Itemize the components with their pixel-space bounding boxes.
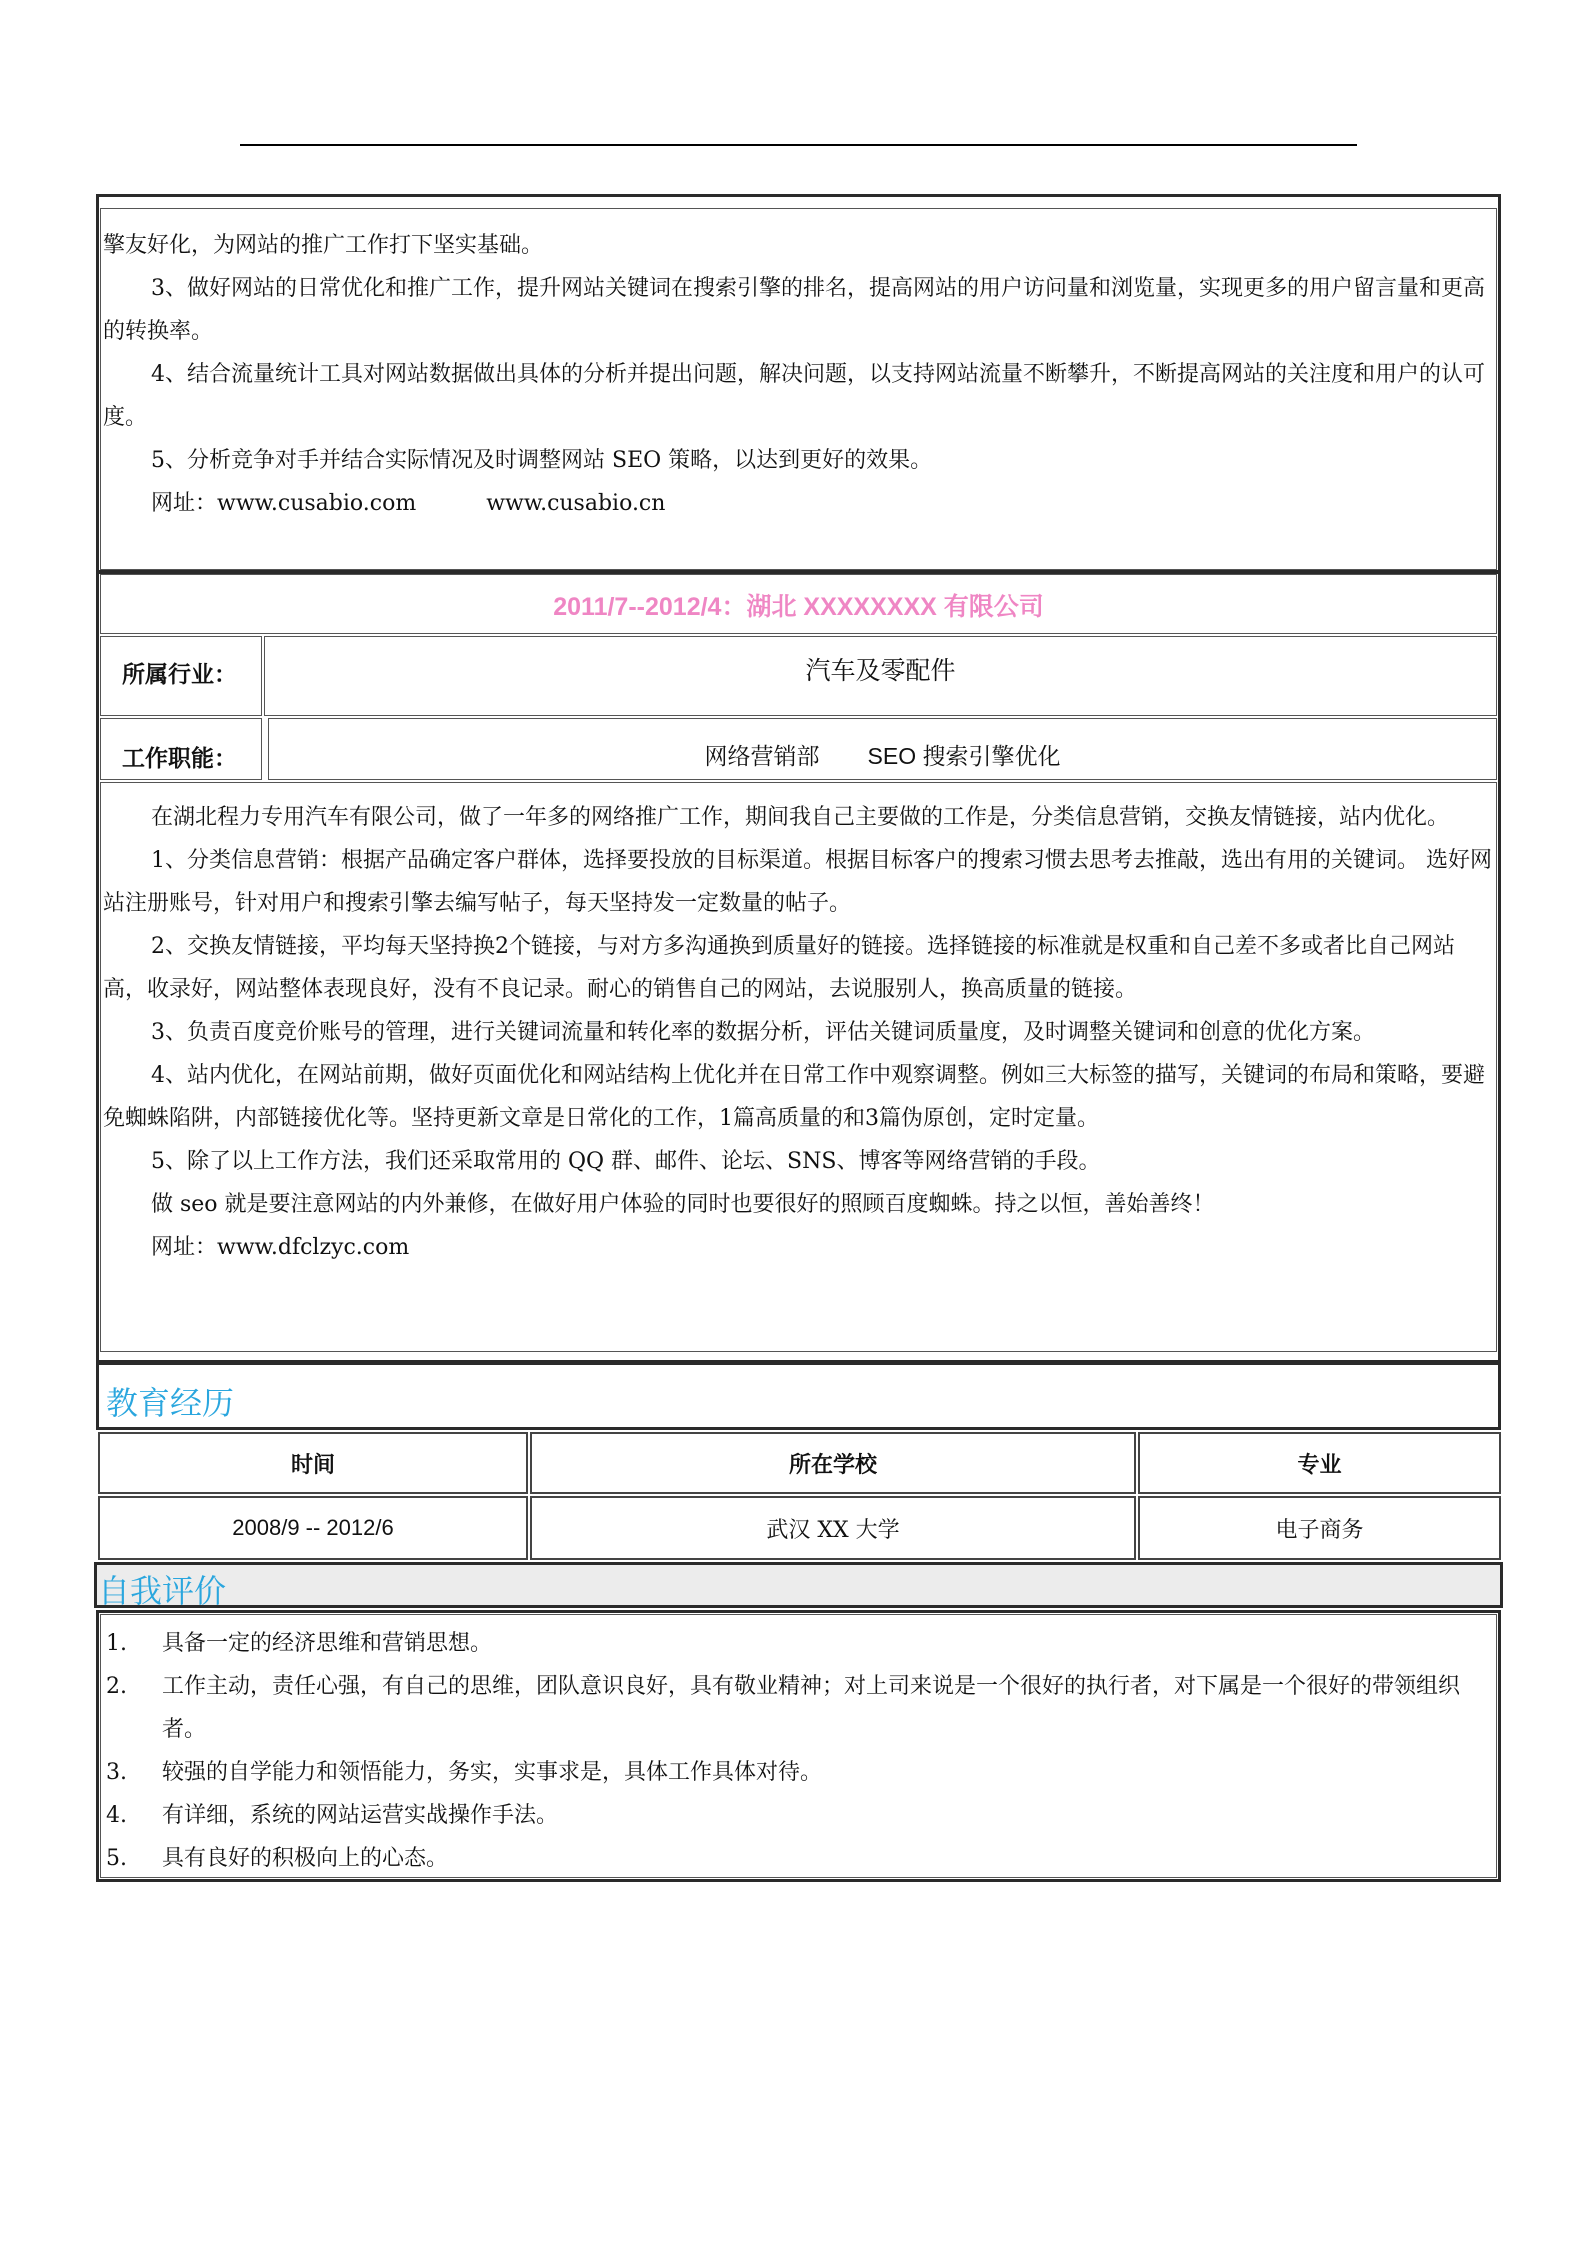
- job2-para-1: 1、分类信息营销：根据产品确定客户群体，选择要投放的目标渠道。根据目标客户的搜索习惯去思考去推敲，选出有用的关键词。 选好网站注册账号，针对用户和搜索引擎去编写帖子，每天坚持发一定数量的帖子。: [103, 848, 1492, 916]
- role-label: 工作职能：: [122, 745, 237, 772]
- header-rule: [240, 144, 1357, 146]
- work1-line-2: 4、结合流量统计工具对网站数据做出具体的分析并提出问题，解决问题，以支持网站流量不断攀升，不断提高网站的关注度和用户的认可度。: [103, 362, 1486, 430]
- job2-header: 2011/7--2012/4：湖北 XXXXXXXX 有限公司: [553, 593, 1044, 621]
- self-evaluation-header: [94, 1562, 1503, 1608]
- education-header-time: 时间: [98, 1432, 528, 1494]
- work1-url-1[interactable]: www.cusabio.com: [217, 491, 417, 516]
- self-eval-text-3: 较强的自学能力和领悟能力，务实，实事求是，具体工作具体对待。: [162, 1760, 823, 1785]
- job2-para-0: 在湖北程力专用汽车有限公司，做了一年多的网络推广工作，期间我自己主要做的工作是，分类信息营销，交换友情链接，站内优化。: [151, 805, 1450, 830]
- industry-value: 汽车及零配件: [805, 656, 956, 685]
- job2-para-6: 做 seo 就是要注意网站的内外兼修，在做好用户体验的同时也要很好的照顾百度蜘蛛。持之以恒，善始善终！: [151, 1192, 1215, 1217]
- self-eval-item-3: [106, 1751, 1494, 1794]
- education-major: 电子商务: [1138, 1496, 1501, 1560]
- role-value: [268, 738, 1497, 771]
- self-eval-item-4: [106, 1794, 1494, 1837]
- self-eval-text-2: 工作主动，责任心强，有自己的思维，团队意识良好，具有敬业精神；对上司来说是一个很好的执行者，对下属是一个很好的带领组织者。: [162, 1674, 1461, 1742]
- self-evaluation-title: 自我评价: [98, 1572, 227, 1610]
- self-eval-item-2: [106, 1665, 1494, 1751]
- self-eval-num-3: 3.: [106, 1760, 127, 1785]
- self-eval-text-4: 有详细，系统的网站运营实战操作手法。: [162, 1803, 559, 1828]
- role-title: SEO 搜索引擎优化: [867, 743, 1061, 769]
- self-eval-num-2: 2.: [106, 1674, 127, 1699]
- self-eval-num-5: 5.: [106, 1846, 127, 1871]
- education-title: 教育经历: [106, 1384, 235, 1422]
- job2-para-4: 4、站内优化，在网站前期，做好页面优化和网站结构上优化并在日常工作中观察调整。例如三大标签的描写，关键词的布局和策略，要避免蜘蛛陷阱，内部链接优化等。坚持更新文章是日常化的工作，1篇高质量的和3篇伪原创，定时定量。: [103, 1063, 1486, 1131]
- education-header-major: 专业: [1138, 1432, 1501, 1494]
- work1-url-2[interactable]: www.cusabio.cn: [486, 491, 666, 516]
- industry-label: 所属行业：: [122, 661, 237, 688]
- work1-line-1: 3、做好网站的日常优化和推广工作，提升网站关键词在搜索引擎的排名，提高网站的用户访问量和浏览量，实现更多的用户留言量和更高的转换率。: [103, 276, 1486, 344]
- work1-line-3: 5、分析竞争对手并结合实际情况及时调整网站 SEO 策略，以达到更好的效果。: [151, 448, 933, 473]
- job2-para-5: 5、除了以上工作方法，我们还采取常用的 QQ 群、邮件、论坛、SNS、博客等网络营销的手段。: [151, 1149, 1101, 1174]
- self-eval-text-5: 具有良好的积极向上的心态。: [162, 1846, 449, 1871]
- self-eval-item-5: [106, 1837, 1494, 1880]
- self-eval-num-1: 1.: [106, 1631, 127, 1656]
- job2-para-2: 2、交换友情链接，平均每天坚持换2个链接，与对方多沟通换到质量好的链接。选择链接的标准就是权重和自己差不多或者比自己网站高，收录好，网站整体表现良好，没有不良记录。耐心的销售自己的网站，去说服别人，换高质量的链接。: [103, 934, 1455, 1002]
- self-eval-item-1: [106, 1622, 1494, 1665]
- work1-url-label: 网址：: [151, 491, 218, 516]
- self-evaluation-list: [106, 1622, 1494, 1880]
- education-section: [96, 1360, 1501, 1430]
- work1-line-0: 擎友好化，为网站的推广工作打下坚实基础。: [103, 233, 544, 258]
- education-header-school: 所在学校: [530, 1432, 1136, 1494]
- job2-para-3: 3、负责百度竞价账号的管理，进行关键词流量和转化率的数据分析，评估关键词质量度，及时调整关键词和创意的优化方案。: [151, 1020, 1376, 1045]
- job2-description: [103, 796, 1493, 1269]
- self-eval-text-1: 具备一定的经济思维和营销思想。: [162, 1631, 493, 1656]
- education-time: 2008/9 -- 2012/6: [98, 1496, 528, 1560]
- role-dept: 网络营销部: [704, 744, 820, 770]
- work-experience-1-text: [103, 224, 1493, 525]
- self-eval-num-4: 4.: [106, 1803, 127, 1828]
- education-school: 武汉 XX 大学: [530, 1496, 1136, 1560]
- work1-url-line: [103, 482, 1493, 525]
- job2-website: 网址：www.dfclzyc.com: [151, 1235, 410, 1260]
